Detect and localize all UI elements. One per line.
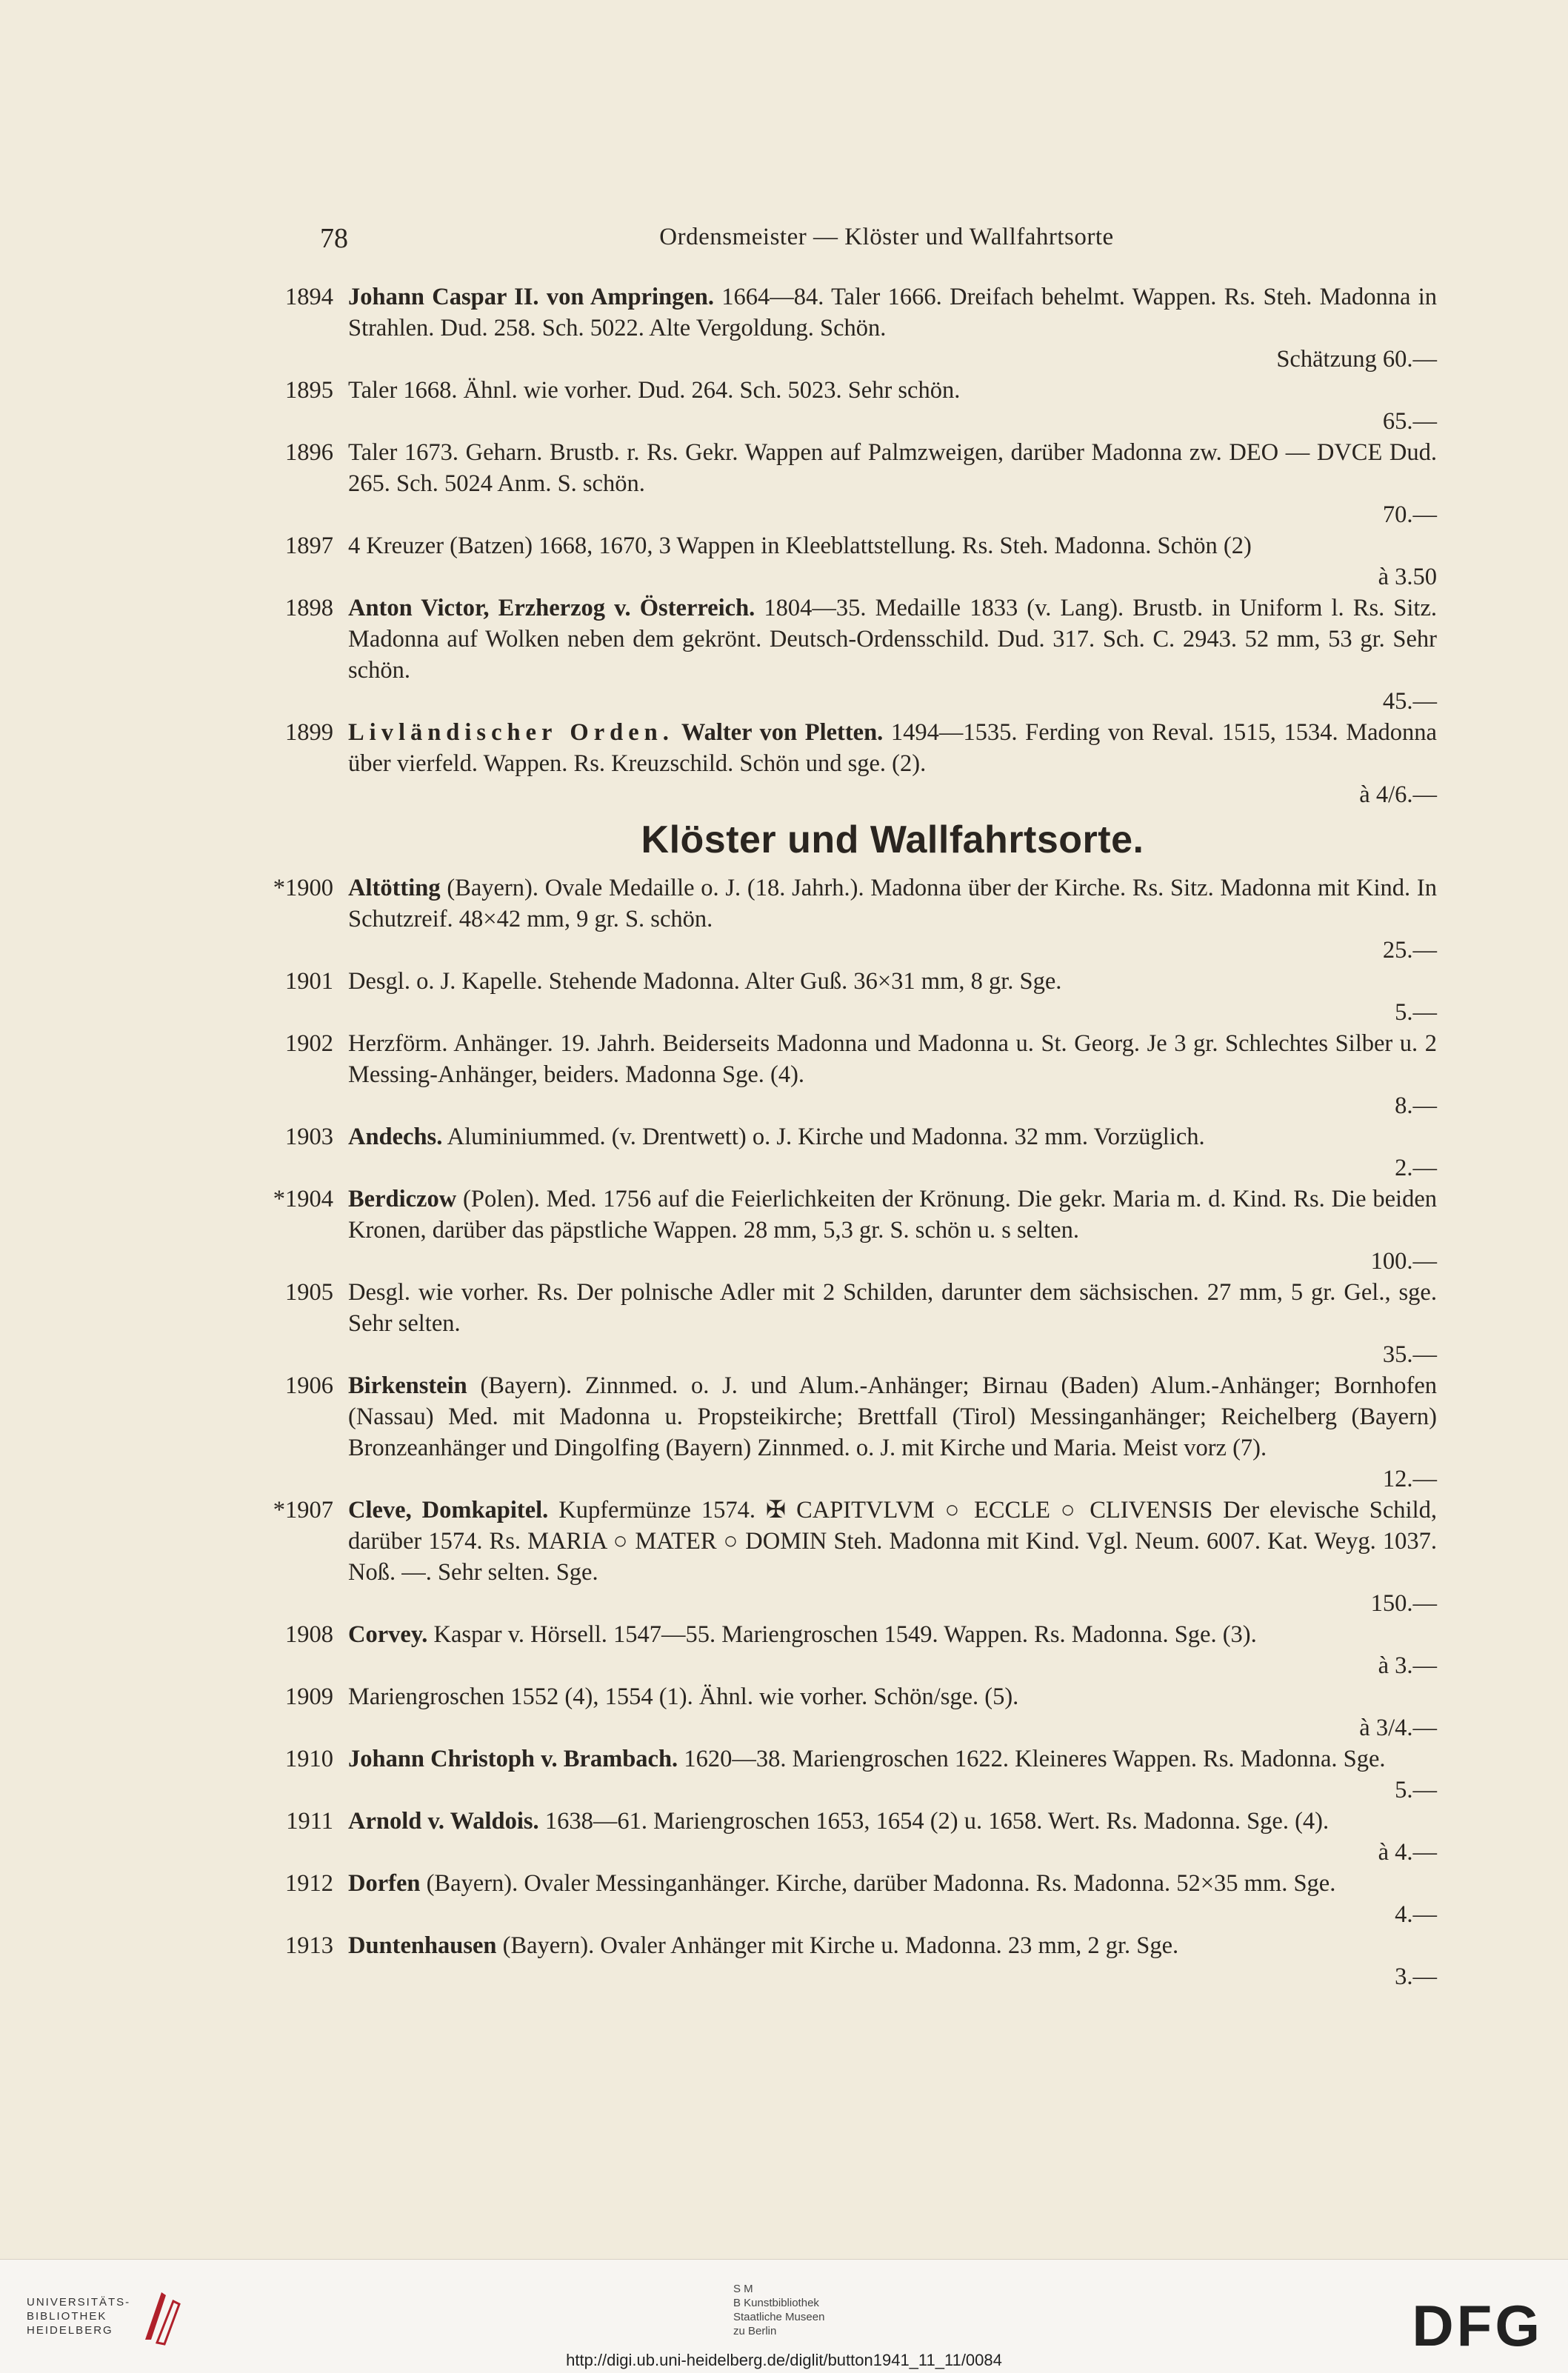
entry-price: 5.— (1395, 999, 1437, 1026)
lot-number: *1904 (273, 1186, 333, 1212)
catalog-entry (285, 437, 1437, 530)
entry-title: Johann Christoph v. Brambach. (348, 1746, 678, 1772)
catalog-entry (285, 593, 1437, 717)
entry-text (348, 1277, 1437, 1339)
catalog-entry (285, 1121, 1437, 1184)
entry-price-line (348, 1463, 1437, 1495)
entry-title: Birkenstein (348, 1372, 467, 1399)
entry-subtitle: Walter von Pletten. (673, 719, 884, 746)
entry-title: Anton Victor, Erzherzog v. Österreich. (348, 595, 755, 621)
entry-price: 2.— (1395, 1155, 1437, 1181)
entry-price: 12.— (1382, 1466, 1437, 1492)
entry-price: à 4/6.— (1359, 781, 1437, 808)
entry-description: Kaspar v. Hörsell. 1547—55. Mariengroschen 1549. Wappen. Rs. Madonna. Sge. (3). (427, 1621, 1257, 1648)
entry-description: Aluminiummed. (v. Drentwett) o. J. Kirche und Madonna. 32 mm. Vorzüglich. (442, 1124, 1205, 1150)
entry-description: 1620—38. Mariengroschen 1622. Kleineres Wappen. Rs. Madonna. Sge. (678, 1746, 1386, 1772)
catalog-entry (285, 1370, 1437, 1495)
catalog-entry (285, 1930, 1437, 1992)
digitization-footer (0, 2259, 1568, 2373)
entry-description: 1494—1535. Ferding von Reval. 1515, 1534. Madonna über vierfeld. Wappen. Rs. Kreuzschild. Schön und sge. (2). (348, 719, 1437, 777)
lot-number: 1908 (285, 1621, 333, 1648)
entry-price: 70.— (1382, 501, 1437, 528)
entry-description: (Bayern). Ovaler Anhänger mit Kirche u. Madonna. 23 mm, 2 gr. Sge. (496, 1932, 1179, 1959)
lot-number: 1894 (285, 284, 333, 310)
entry-description: 1804—35. Medaille 1833 (v. Lang). Brustb. in Uniform l. Rs. Sitz. Madonna auf Wolken neben dem gekrönt. Deutsch-Ordensschild. Dud. 317. Sch. C. 2943. 52 mm, 53 gr. Sehr schön. (348, 595, 1437, 684)
catalog-entry (285, 1868, 1437, 1930)
dfg-logo: DFG (1412, 2293, 1543, 2358)
catalog-entry (286, 1806, 1437, 1868)
lot-number: 1901 (285, 968, 333, 995)
entry-title: Dorfen (348, 1870, 421, 1897)
entry-description: 1638—61. Mariengroschen 1653, 1654 (2) u. 1658. Wert. Rs. Madonna. Sge. (4). (538, 1808, 1330, 1835)
entry-title: Johann Caspar II. von Ampringen. (348, 284, 714, 310)
entry-text (348, 1370, 1437, 1463)
entry-title: Corvey. (348, 1621, 428, 1648)
lot-number: 1903 (285, 1124, 333, 1150)
page-number: 78 (320, 223, 348, 254)
catalog-entry (285, 717, 1437, 810)
entry-description: (Bayern). Ovaler Messinganhänger. Kirche, darüber Madonna. Rs. Madonna. 52×35 mm. Sge. (420, 1870, 1336, 1897)
entry-title: Livländischer Orden. (348, 719, 674, 746)
entry-description: 1664—84. Taler 1666. Dreifach behelmt. Wappen. Rs. Steh. Madonna in Strahlen. Dud. 258. Sch. 5022. Alte Vergoldung. Schön. (348, 284, 1438, 341)
lot-number: 1902 (285, 1030, 333, 1057)
entry-title: Arnold v. Waldois. (348, 1808, 539, 1835)
catalog-entry (285, 1681, 1437, 1743)
entry-price: 5.— (1395, 1777, 1437, 1803)
entry-price: 25.— (1382, 937, 1437, 964)
entry-text (348, 1121, 1437, 1152)
entry-price-line (348, 499, 1437, 530)
catalog-entry (285, 530, 1437, 593)
entry-text (348, 1681, 1437, 1712)
entry-text (348, 530, 1437, 561)
catalog-entry (273, 872, 1437, 966)
entry-price-line (348, 1712, 1437, 1743)
lot-number: *1900 (273, 875, 333, 901)
lot-number: 1912 (285, 1870, 333, 1897)
entry-price-line (348, 1246, 1437, 1277)
entry-text (348, 872, 1437, 935)
lot-number: 1895 (285, 377, 333, 404)
entry-text (348, 1743, 1437, 1775)
entry-text (348, 375, 1437, 406)
entry-price-line (348, 686, 1437, 717)
lot-number: 1910 (285, 1746, 333, 1772)
catalog-entry (285, 375, 1437, 437)
entry-description: (Bayern). Ovale Medaille o. J. (18. Jahrh.). Madonna über der Kirche. Rs. Sitz. Madonna mit Kind. In Schutzreif. 48×42 mm, 9 gr. S. schön. (348, 875, 1437, 932)
entry-text (348, 717, 1437, 779)
lot-number: 1898 (285, 595, 333, 621)
entry-title: Cleve, Domkapitel. (348, 1497, 549, 1523)
lot-number: 1909 (285, 1683, 333, 1710)
entry-price-line (348, 1090, 1437, 1121)
entry-text (348, 1868, 1437, 1899)
entry-text (348, 1028, 1437, 1090)
running-title: Ordensmeister — Klöster und Wallfahrtsorte (659, 224, 1114, 250)
entry-description: Mariengroschen 1552 (4), 1554 (1). Ähnl. wie vorher. Schön/sge. (5). (348, 1683, 1019, 1710)
entry-description: Herzförm. Anhänger. 19. Jahrh. Beiderseits Madonna und Madonna u. St. Georg. Je 3 gr. Schlechtes Silber u. 2 Messing-Anhänger, beiders. Madonna Sge. (4). (348, 1030, 1437, 1088)
entry-text (348, 1806, 1437, 1837)
entry-text (348, 1930, 1437, 1961)
catalog-entry (285, 1277, 1437, 1370)
entry-description: 4 Kreuzer (Batzen) 1668, 1670, 3 Wappen in Kleeblattstellung. Rs. Steh. Madonna. Schön (2) (348, 533, 1252, 559)
entry-description: Kupfermünze 1574. ✠ CAPITVLVM ○ ECCLE ○ CLIVENSIS Der elevische Schild, darüber 1574. Rs. MARIA ○ MATER ○ DOMIN Steh. Madonna mit Kind. Vgl. Neum. 6007. Kat. Weyg. 1037. Noß. —. Sehr selten. Sge. (348, 1497, 1437, 1586)
entry-price-line (348, 935, 1437, 966)
entry-price-line (348, 1899, 1437, 1930)
catalog-entry (285, 281, 1438, 375)
catalog-entry (285, 966, 1437, 1028)
entry-price: à 3.— (1378, 1652, 1437, 1679)
entry-price-line (348, 997, 1437, 1028)
entry-price: à 4.— (1378, 1839, 1437, 1866)
entry-price-line (348, 1961, 1437, 1992)
catalog-entry (285, 1743, 1437, 1806)
entry-price: 45.— (1382, 688, 1437, 715)
catalog-entry (273, 1184, 1437, 1277)
permalink-url[interactable]: http://digi.ub.uni-heidelberg.de/diglit/button1941_11_11/0084 (566, 2351, 1002, 2369)
entry-price-line (348, 779, 1437, 810)
lot-number: 1897 (285, 533, 333, 559)
entry-price-line (348, 561, 1437, 593)
entry-text (348, 1495, 1437, 1588)
entry-price-line (348, 1152, 1437, 1184)
library-emblem-icon (139, 2288, 185, 2347)
lot-number: 1911 (286, 1808, 333, 1835)
entries-kloester (273, 872, 1437, 1992)
entry-price: à 3/4.— (1359, 1715, 1437, 1741)
lot-number: 1906 (285, 1372, 333, 1399)
entry-text (348, 1619, 1437, 1650)
entry-price-line (348, 1650, 1437, 1681)
catalog-entry (285, 1619, 1437, 1681)
kunstbibliothek-logo-text: S M B Kunstbibliothek Staatliche Museen zu Berlin (733, 2283, 825, 2337)
entry-price: 3.— (1395, 1963, 1437, 1990)
entry-description: Taler 1673. Geharn. Brustb. r. Rs. Gekr. Wappen auf Palmzweigen, darüber Madonna zw. DEO — DVCE Dud. 265. Sch. 5024 Anm. S. schön. (348, 439, 1437, 497)
entry-price-line (348, 1339, 1437, 1370)
lot-number: 1905 (285, 1279, 333, 1306)
entry-price-line (348, 1837, 1437, 1868)
entry-price-line (348, 1588, 1437, 1619)
entry-price: 65.— (1382, 408, 1437, 435)
entry-text (348, 281, 1437, 344)
section-heading: Klöster und Wallfahrtsorte. (641, 818, 1144, 861)
entry-price: 100.— (1370, 1248, 1437, 1275)
catalog-entry (285, 1028, 1437, 1121)
entry-text (348, 437, 1437, 499)
entry-description: Taler 1668. Ähnl. wie vorher. Dud. 264. Sch. 5023. Sehr schön. (348, 377, 961, 404)
entry-price-line (348, 406, 1437, 437)
university-library-logo-text: UNIVERSITÄTS- BIBLIOTHEK HEIDELBERG (27, 2296, 131, 2337)
entry-price: 4.— (1395, 1901, 1437, 1928)
entry-price: 35.— (1382, 1341, 1437, 1368)
catalog-entry (273, 1495, 1437, 1619)
entry-title: Andechs. (348, 1124, 443, 1150)
entry-title: Altötting (348, 875, 441, 901)
lot-number: 1896 (285, 439, 333, 466)
entry-price: à 3.50 (1378, 564, 1437, 590)
entry-description: Desgl. o. J. Kapelle. Stehende Madonna. Alter Guß. 36×31 mm, 8 gr. Sge. (348, 968, 1062, 995)
entry-text (348, 966, 1437, 997)
entry-price: 150.— (1370, 1590, 1437, 1617)
entry-text (348, 593, 1437, 686)
entries-ordensmeister (285, 281, 1438, 810)
entry-description: Desgl. wie vorher. Rs. Der polnische Adler mit 2 Schilden, darunter dem sächsischen. 27 mm, 5 gr. Gel., sge. Sehr selten. (348, 1279, 1437, 1337)
entry-price-line (348, 344, 1437, 375)
entry-text (348, 1184, 1437, 1246)
entry-title: Duntenhausen (348, 1932, 497, 1959)
entry-title: Berdiczow (348, 1186, 457, 1212)
lot-number: 1899 (285, 719, 333, 746)
lot-number: *1907 (273, 1497, 333, 1523)
entry-price: 8.— (1395, 1092, 1437, 1119)
entry-price-line (348, 1775, 1437, 1806)
page-header (320, 222, 1453, 255)
lot-number: 1913 (285, 1932, 333, 1959)
entry-description: (Bayern). Zinnmed. o. J. und Alum.-Anhänger; Birnau (Baden) Alum.-Anhänger; Bornhofen (Nassau) Med. mit Madonna u. Propsteikirche; Brettfall (Tirol) Messinganhänger; Reichelberg (Bayern) Bronzeanhänger und Dingolfing (Bayern) Zinnmed. o. J. mit Kirche und Maria. Meist vorz (7). (348, 1372, 1437, 1461)
entry-description: (Polen). Med. 1756 auf die Feierlichkeiten der Krönung. Die gekr. Maria m. d. Kind. Rs. Die beiden Kronen, darüber das päpstliche Wappen. 28 mm, 5,3 gr. S. schön u. s selten. (348, 1186, 1437, 1244)
catalog-entries (273, 281, 1438, 1992)
entry-price: Schätzung 60.— (1276, 346, 1437, 373)
